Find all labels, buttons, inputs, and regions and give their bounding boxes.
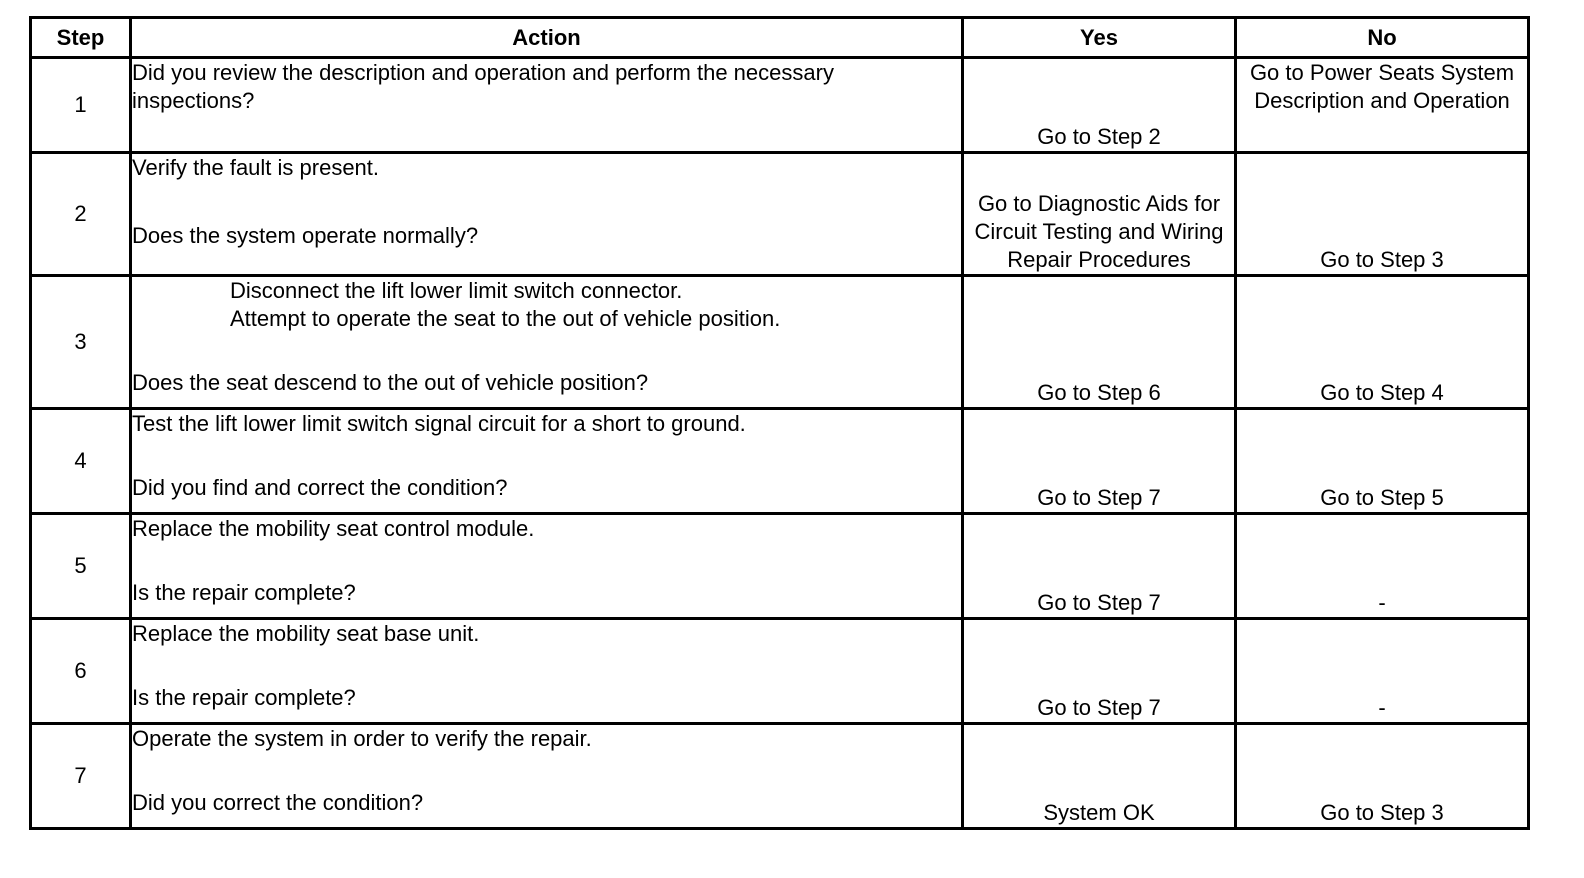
- table-row: [31, 58, 1529, 153]
- action-question: Does the seat descend to the out of vehicle position?: [132, 370, 649, 395]
- action-text: Verify the fault is present.: [132, 155, 380, 180]
- action-text: Replace the mobility seat base unit.: [132, 621, 480, 646]
- yes-result: Go to Step 7: [963, 514, 1236, 619]
- action-question: Is the repair complete?: [132, 685, 356, 710]
- header-row: [31, 18, 1529, 58]
- action-text: inspections?: [132, 88, 255, 113]
- step-number: 4: [31, 409, 131, 514]
- action-cell: [131, 58, 963, 153]
- action-text: Operate the system in order to verify the repair.: [132, 726, 592, 751]
- table-row: [31, 276, 1529, 409]
- step-number: 7: [31, 724, 131, 829]
- action-text: Disconnect the lift lower limit switch connector.: [230, 278, 683, 303]
- table-row: [31, 153, 1529, 276]
- header-no: No: [1236, 18, 1529, 58]
- no-result: Go to Step 3: [1236, 724, 1529, 829]
- yes-result: Go to Step 6: [963, 276, 1236, 409]
- action-cell: [131, 724, 963, 829]
- no-result: Go to Step 5: [1236, 409, 1529, 514]
- no-result: Go to Step 3: [1236, 153, 1529, 276]
- action-cell: [131, 153, 963, 276]
- action-text: Test the lift lower limit switch signal circuit for a short to ground.: [132, 411, 746, 436]
- action-cell: [131, 514, 963, 619]
- no-result: -: [1236, 514, 1529, 619]
- no-result: Go to Power Seats System Description and Operation: [1236, 58, 1529, 153]
- step-number: 3: [31, 276, 131, 409]
- yes-result: Go to Step 7: [963, 409, 1236, 514]
- action-text: Did you review the description and operation and perform the necessary: [132, 60, 834, 85]
- table-row: [31, 724, 1529, 829]
- step-number: 2: [31, 153, 131, 276]
- table-row: [31, 514, 1529, 619]
- header-yes: Yes: [963, 18, 1236, 58]
- yes-result: Go to Step 2: [963, 58, 1236, 153]
- step-number: 5: [31, 514, 131, 619]
- header-step: Step: [31, 18, 131, 58]
- step-number: 1: [31, 58, 131, 153]
- no-result: -: [1236, 619, 1529, 724]
- action-question: Did you find and correct the condition?: [132, 475, 508, 500]
- step-number: 6: [31, 619, 131, 724]
- yes-result: System OK: [963, 724, 1236, 829]
- action-text: Attempt to operate the seat to the out of vehicle position.: [230, 306, 781, 331]
- action-question: Did you correct the condition?: [132, 790, 424, 815]
- action-cell: [131, 276, 963, 409]
- action-cell: [131, 619, 963, 724]
- action-question: Is the repair complete?: [132, 580, 356, 605]
- yes-result: Go to Step 7: [963, 619, 1236, 724]
- no-result: Go to Step 4: [1236, 276, 1529, 409]
- table-row: [31, 619, 1529, 724]
- action-cell: [131, 409, 963, 514]
- action-text: Replace the mobility seat control module.: [132, 516, 535, 541]
- diagnostic-table: [29, 16, 1530, 830]
- header-action: Action: [131, 18, 963, 58]
- action-question: Does the system operate normally?: [132, 223, 479, 248]
- table-row: [31, 409, 1529, 514]
- yes-result: Go to Diagnostic Aids for Circuit Testing and Wiring Repair Procedures: [963, 153, 1236, 276]
